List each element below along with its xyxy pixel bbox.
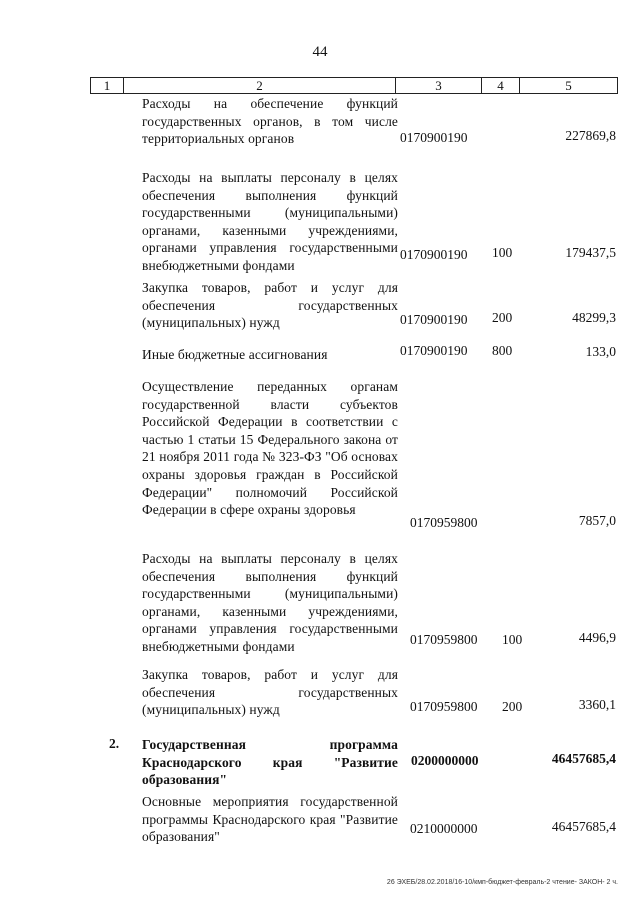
row-amount: 3360,1 — [578, 697, 616, 712]
row-amount: 179437,5 — [565, 245, 616, 260]
row-type: 100 — [502, 632, 523, 647]
row-amount: 4496,9 — [578, 630, 616, 645]
row-amount: 227869,8 — [565, 128, 616, 143]
row-type: 200 — [502, 699, 523, 714]
row-code: 0170900190 — [400, 130, 468, 145]
header-col-4: 4 — [482, 78, 520, 93]
row-amount: 48299,3 — [572, 310, 616, 325]
row-amount: 46457685,4 — [551, 819, 616, 834]
row-description: Расходы на выплаты персоналу в целях обеспечения выполнения функций государственными (муниципальными) органами, казенными учреждениями, органами управления государственными внебюджетными фондами — [142, 170, 398, 273]
row-amount: 7857,0 — [578, 513, 616, 528]
row-type: 200 — [492, 310, 513, 325]
header-col-1: 1 — [91, 78, 124, 93]
row-description: Закупка товаров, работ и услуг для обеспечения государственных (муниципальных) нужд — [142, 280, 398, 331]
row-description: Расходы на выплаты персоналу в целях обеспечения выполнения функций государственными (муниципальными) органами, казенными учреждениями, органами управления государственными внебюджетными фондами — [142, 551, 398, 654]
header-col-5: 5 — [565, 78, 572, 93]
header-col-2: 2 — [124, 78, 396, 93]
page-number: 44 — [312, 44, 328, 60]
row-code: 0210000000 — [410, 821, 478, 836]
row-description: Иные бюджетные ассигнования — [142, 347, 328, 362]
row-amount: 46457685,4 — [551, 751, 616, 766]
row-code: 0170959800 — [410, 699, 478, 714]
footer-note: 26 ЭХЕБ/28.02.2018/16-10/кмп-бюджет-февраль-2 чтение- ЗАКОН- 2 ч. — [386, 879, 618, 886]
row-type: 800 — [492, 343, 513, 358]
row-code: 0170959800 — [410, 632, 478, 647]
row-number: 2. — [109, 736, 120, 751]
row-type: 100 — [492, 245, 513, 260]
row-description: Осуществление переданных органам государственной власти субъектов Российской Федерации в соответствии с частью 1 статьи 15 Федерального закона от 21 ноября 2011 года № 323-ФЗ "Об основах охраны здоровья граждан в Российской Федерации" полномочий Российской Федерации в сфере охраны здоровья — [142, 379, 398, 518]
header-col-3: 3 — [396, 78, 482, 93]
row-code: 0170900190 — [400, 247, 468, 262]
row-description: Государственная программа Краснодарского края "Развитие образования" — [142, 737, 398, 788]
row-description: Расходы на обеспечение функций государственных органов, в том числе территориальных органов — [142, 96, 398, 147]
row-code: 0170959800 — [410, 515, 478, 530]
row-code: 0200000000 — [411, 753, 479, 768]
row-description: Закупка товаров, работ и услуг для обеспечения государственных (муниципальных) нужд — [142, 667, 398, 718]
row-amount: 133,0 — [585, 344, 616, 359]
table-header — [90, 77, 618, 94]
row-code: 0170900190 — [400, 312, 468, 327]
row-description: Основные мероприятия государственной программы Краснодарского края "Развитие образования" — [142, 794, 398, 845]
row-code: 0170900190 — [400, 343, 468, 358]
